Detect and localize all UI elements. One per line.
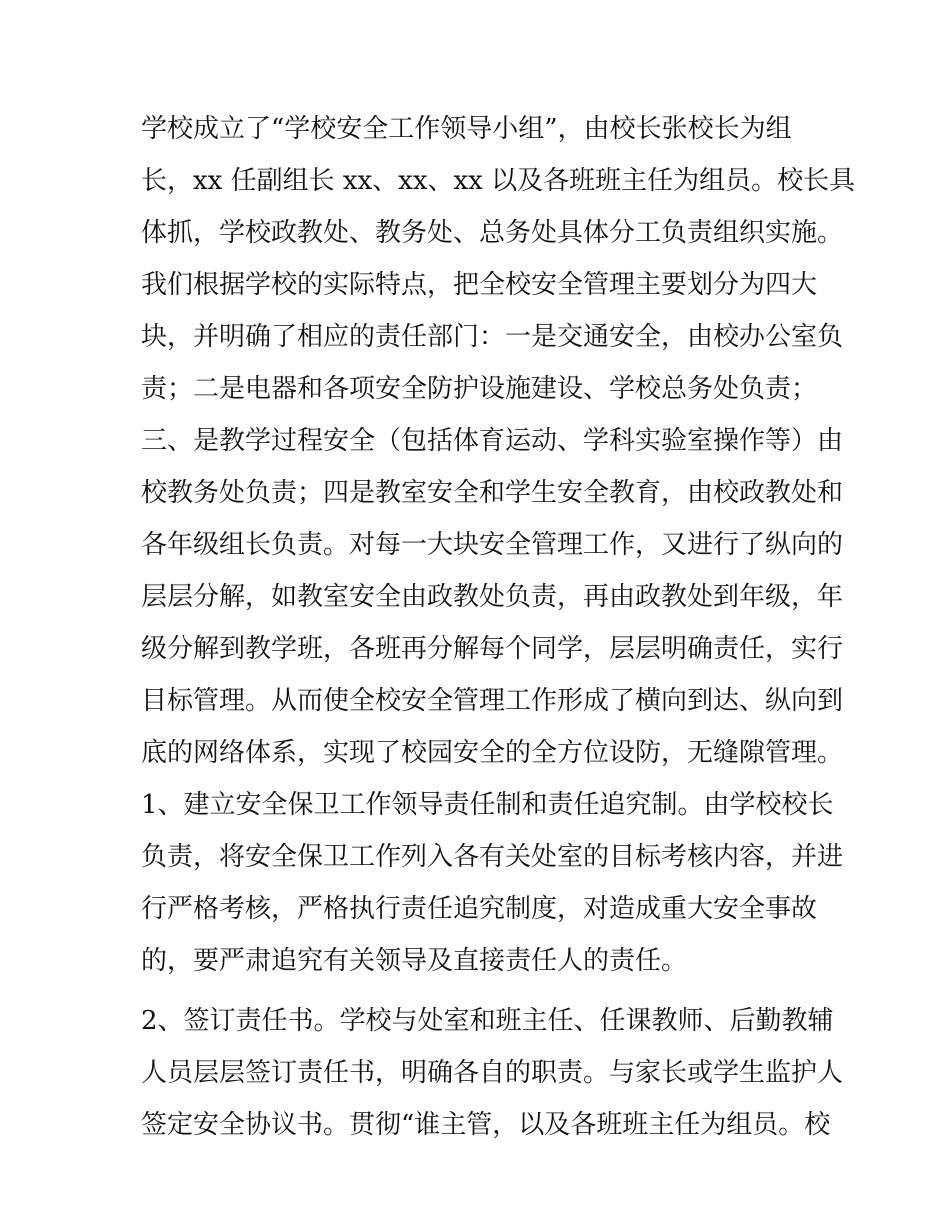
text-line: 层层分解，如教室安全由政教处负责，再由政教处到年级，年 [141,582,844,612]
text-line: 各年级组长负责。对每一大块安全管理工作，又进行了纵向的 [141,530,844,560]
text-line: 块，并明确了相应的责任部门：一是交通安全，由校办公室负 [141,322,844,352]
text-line: 负责，将安全保卫工作列入各有关处室的目标考核内容，并进 [141,842,844,872]
text-line: 三、是教学过程安全（包括体育运动、学科实验室操作等）由 [141,426,844,456]
text-line: 的，要严肃追究有关领导及直接责任人的责任。 [141,946,688,976]
text-line: 长，xx 任副组长 xx、xx、xx 以及各班班主任为组员。校长具 [141,166,856,196]
text-line: 底的网络体系，实现了校园安全的全方位设防，无缝隙管理。 [141,738,844,768]
text-line: 级分解到教学班，各班再分解每个同学，层层明确责任，实行 [141,634,844,664]
text-line: 1、建立安全保卫工作领导责任制和责任追究制。由学校校长 [141,790,834,820]
text-line: 体抓，学校政教处、教务处、总务处具体分工负责组织实施。 [141,218,844,248]
body-text [141,103,856,1151]
text-line: 责；二是电器和各项安全防护设施建设、学校总务处负责； [141,374,818,404]
text-line: 人员层层签订责任书，明确各自的职责。与家长或学生监护人 [141,1058,844,1088]
text-line: 行严格考核，严格执行责任追究制度，对造成重大安全事故 [141,894,818,924]
text-line: 校教务处负责；四是教室安全和学生安全教育，由校政教处和 [141,478,844,508]
text-line: 学校成立了“学校安全工作领导小组”，由校长张校长为组 [141,114,792,144]
text-line: 2、签订责任书。学校与处室和班主任、任课教师、后勤教辅 [141,1006,834,1036]
text-line: 目标管理。从而使全校安全管理工作形成了横向到达、纵向到 [141,686,844,716]
text-line: 签定安全协议书。贯彻“谁主管，以及各班班主任为组员。校 [141,1110,831,1140]
text-line: 我们根据学校的实际特点，把全校安全管理主要划分为四大 [141,270,818,300]
